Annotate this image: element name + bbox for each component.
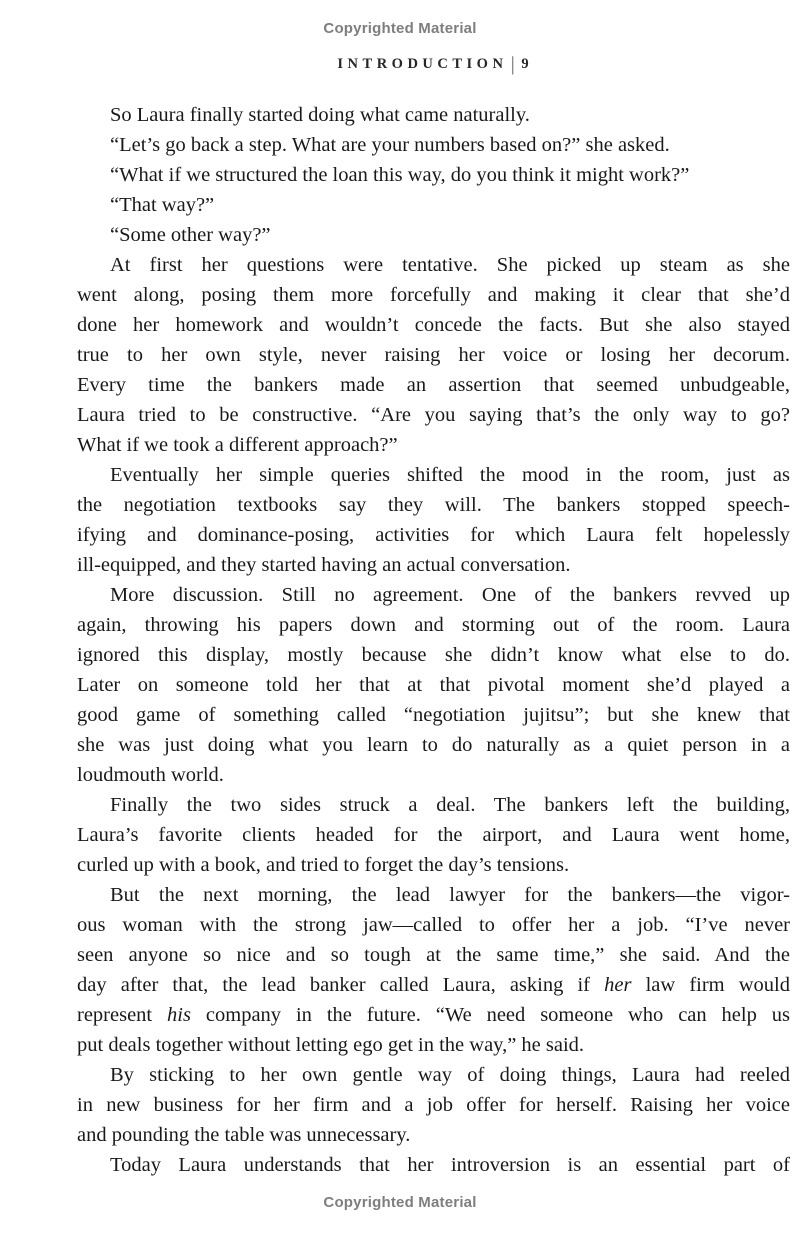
header-separator: |	[511, 54, 515, 76]
text-line: “Some other way?”	[110, 224, 271, 246]
page-header	[77, 54, 790, 76]
text-line: ous woman with the strong jaw—called to offer her a job. “I’ve never	[77, 914, 790, 936]
text-line: put deals together without letting ego get in the way,” he said.	[77, 1034, 585, 1056]
text-line: ill-equipped, and they started having an actual conversation.	[77, 554, 571, 576]
text-line: Laura tried to be constructive. “Are you saying that’s the only way to go?	[77, 404, 790, 426]
text-line: At first her questions were tentative. She picked up steam as she	[110, 254, 790, 276]
text-line: loudmouth world.	[77, 764, 224, 786]
text-line: Later on someone told her that at that pivotal moment she’d played a	[77, 674, 790, 696]
text-line: Laura’s favorite clients headed for the airport, and Laura went home,	[77, 824, 790, 846]
text-line: seen anyone so nice and so tough at the same time,” she said. And the	[77, 944, 790, 966]
text-line: What if we took a different approach?”	[77, 434, 398, 456]
text-line: done her homework and wouldn’t concede the facts. But she also stayed	[77, 314, 790, 336]
text-line: good game of something called “negotiation jujitsu”; but she knew that	[77, 704, 790, 726]
text-line: Eventually her simple queries shifted the mood in the room, just as	[110, 464, 790, 486]
text-line: in new business for her firm and a job offer for herself. Raising her voice	[77, 1094, 790, 1116]
text-line: “Let’s go back a step. What are your numbers based on?” she asked.	[110, 134, 670, 156]
text-line: Finally the two sides struck a deal. The bankers left the building,	[110, 794, 790, 816]
chapter-title: INTRODUCTION	[337, 56, 508, 72]
text-line: So Laura finally started doing what came naturally.	[110, 104, 530, 126]
copyright-notice-top: Copyrighted Material	[323, 20, 477, 37]
text-line: By sticking to her own gentle way of doing things, Laura had reeled	[110, 1064, 790, 1086]
text-line: More discussion. Still no agreement. One of the bankers revved up	[110, 584, 790, 606]
text-line: “That way?”	[110, 194, 215, 216]
text-line: went along, posing them more forcefully and making it clear that she’d	[77, 284, 790, 306]
text-line: ignored this display, mostly because she didn’t know what else to do.	[77, 644, 790, 666]
text-line: the negotiation textbooks say they will. The bankers stopped speech-	[77, 494, 790, 516]
text-line: day after that, the lead banker called Laura, asking if her law firm would	[77, 974, 790, 996]
text-line: and pounding the table was unnecessary.	[77, 1124, 411, 1146]
page-number: 9	[521, 56, 530, 72]
text-line: But the next morning, the lead lawyer for the bankers—the vigor-	[110, 884, 790, 906]
text-line: represent his company in the future. “We need someone who can help us	[77, 1004, 790, 1026]
body-text	[77, 100, 790, 1180]
text-line: true to her own style, never raising her voice or losing her decorum.	[77, 344, 790, 366]
text-line: Every time the bankers made an assertion that seemed unbudgeable,	[77, 374, 790, 396]
text-line: she was just doing what you learn to do naturally as a quiet person in a	[77, 734, 790, 756]
copyright-notice-bottom: Copyrighted Material	[323, 1194, 477, 1211]
text-line: Today Laura understands that her introversion is an essential part of	[110, 1154, 790, 1176]
text-line: ifying and dominance-posing, activities for which Laura felt hopelessly	[77, 524, 790, 546]
text-line: curled up with a book, and tried to forget the day’s tensions.	[77, 854, 570, 876]
text-line: “What if we structured the loan this way, do you think it might work?”	[110, 164, 690, 186]
text-line: again, throwing his papers down and storming out of the room. Laura	[77, 614, 790, 636]
